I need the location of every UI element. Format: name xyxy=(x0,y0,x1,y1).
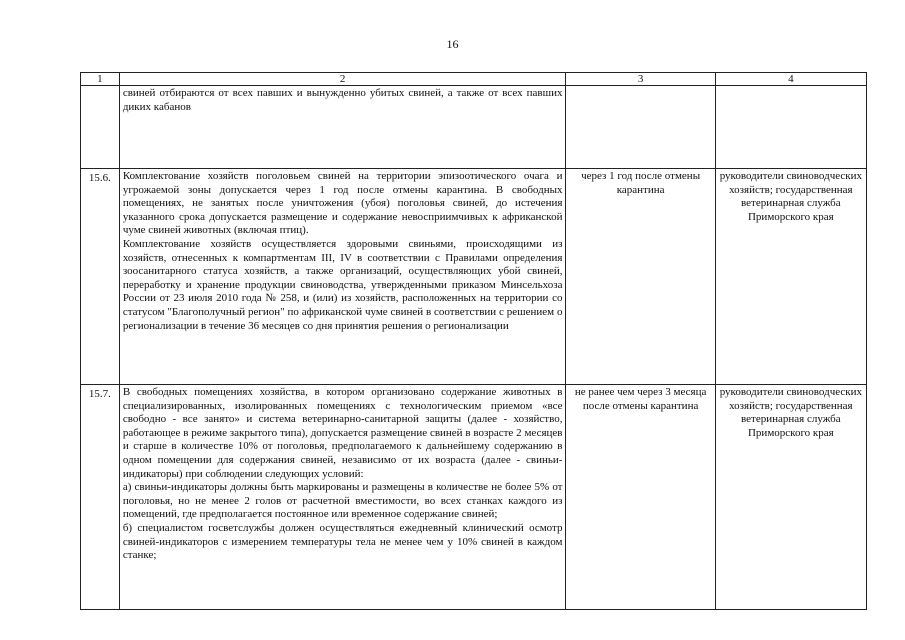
header-cell-1: 1 xyxy=(81,73,120,86)
table-row xyxy=(81,86,867,169)
responsible-cell: руководители свиноводческих хозяйств; государственная ветеринарная служба Приморского края xyxy=(715,385,866,610)
measure-paragraph: свиней отбираются от всех павших и вынужденно убитых свиней, а также от всех павших диких кабанов xyxy=(122,87,563,113)
table-row xyxy=(81,385,867,610)
measure-paragraph: б) специалистом госветслужбы должен осуществляться ежедневный клинический осмотр свиней-индикаторов с измерением температуры тела не менее чем у 10% свиней в каждом станке; xyxy=(122,521,563,562)
header-cell-4: 4 xyxy=(715,73,866,86)
term-cell xyxy=(566,86,715,169)
measure-paragraph: Комплектование хозяйств осуществляется здоровыми свиньями, происходящими из хозяйств, отнесенных к компартментам III, IV в соответствии с Правилами определения зоосанитарного статуса хозяйств, а также организаций, осуществляющих убой свиней, переработку и хранение продукции свиноводства, утвержденными приказом Минсельхоза России от 23 июля 2010 года № 258, и (или) из хозяйств, расположенных на территории со статусом "Благополучный регион" по африканской чуме свиней в соответствии с решением о регионализации в течение 36 месяцев со дня принятия решения о регионализации xyxy=(122,237,563,332)
measure-paragraph: а) свиньи-индикаторы должны быть маркированы и размещены в количестве не более 5% от поголовья, но не менее 2 голов от расчетной вместимости, во всех станках каждого из помещений, где предполагается постоянное или временное содержание свиней; xyxy=(122,481,563,521)
measure-paragraph: Комплектование хозяйств поголовьем свиней на территории эпизоотического очага и угрожаемой зоны допускается через 1 год после отмены карантина. В свободных помещениях, не занятых после уничтожения (убоя) поголовья свиней, до истечения указанного срока допускается размещение и содержание невосприимчивых к африканской чуме свиней животных (включая птиц). xyxy=(122,170,563,237)
table-row xyxy=(81,169,867,385)
page-number: 16 xyxy=(446,37,459,51)
measures-table xyxy=(80,72,867,610)
row-number: 15.7. xyxy=(81,385,120,610)
measure-text xyxy=(119,169,566,385)
header-cell-2: 2 xyxy=(119,73,566,86)
term-cell: не ранее чем через 3 месяца после отмены карантина xyxy=(566,385,715,610)
responsible-cell: руководители свиноводческих хозяйств; государственная ветеринарная служба Приморского края xyxy=(715,169,866,385)
measure-text xyxy=(119,385,566,610)
term-cell: через 1 год после отмены карантина xyxy=(566,169,715,385)
measure-text xyxy=(119,86,566,169)
header-cell-3: 3 xyxy=(566,73,715,86)
responsible-cell xyxy=(715,86,866,169)
measure-paragraph: В свободных помещениях хозяйства, в котором организовано содержание животных в специализированных, изолированных помещениях с технологическим приемом «все свободно - все занято» и система ветеринарно-санитарной защиты (далее - хозяйство, работающее в режиме закрытого типа), допускается размещение свиней в возрасте 2 месяцев и старше в количестве 10% от поголовья, предполагаемого к дальнейшему содержанию в одном помещении для содержания свиней, независимо от их возраста (далее - свиньи-индикаторы) при соблюдении следующих условий: xyxy=(122,386,563,480)
table-header-row xyxy=(81,73,867,86)
row-number: 15.6. xyxy=(81,169,120,385)
row-number xyxy=(81,86,120,169)
